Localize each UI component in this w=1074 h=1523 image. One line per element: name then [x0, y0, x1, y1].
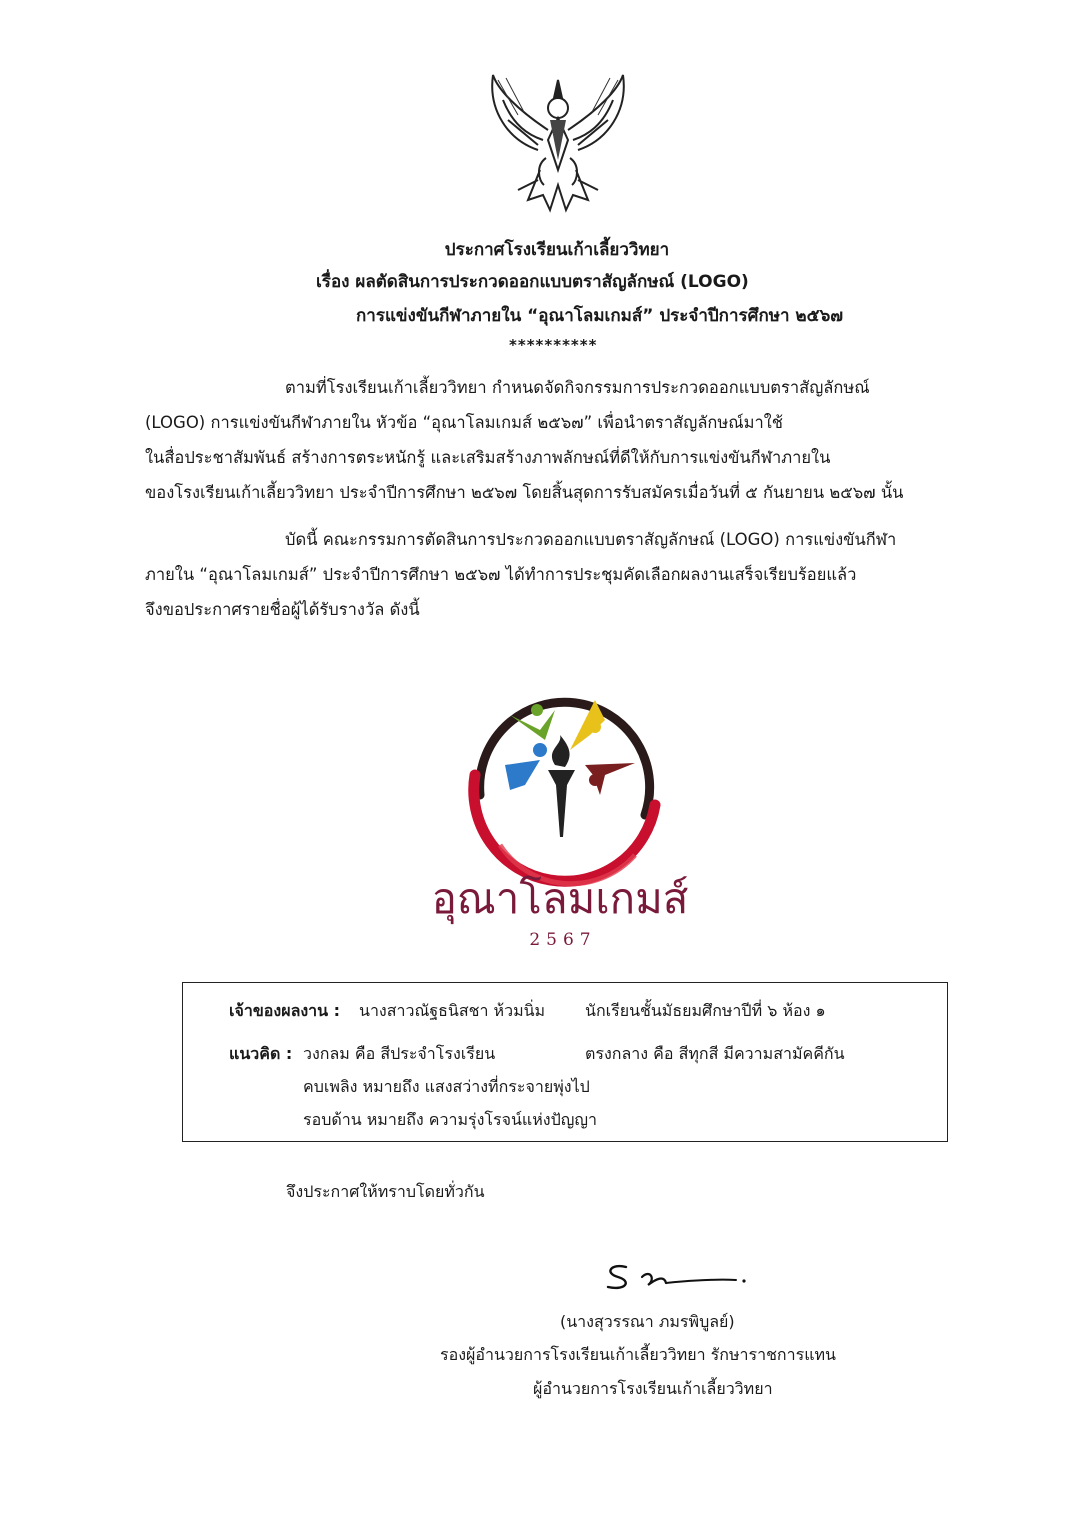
signer-position-director: ผู้อำนวยการโรงเรียนเก้าเลี้ยววิทยา	[533, 1379, 773, 1398]
handwritten-signature	[596, 1255, 761, 1297]
announcement-title: ประกาศโรงเรียนเก้าเลี้ยววิทยา	[444, 240, 670, 260]
closing-statement: จึงประกาศให้ทราบโดยทั่วกัน	[286, 1182, 485, 1201]
concept-torch: คบเพลิง หมายถึง แสงสว่างที่กระจายพุ่งไป	[303, 1077, 590, 1096]
signer-name: (นางสุวรรณา ภมรพิบูลย์)	[560, 1312, 735, 1331]
garuda-emblem	[478, 70, 638, 220]
paragraph-intro	[145, 370, 975, 510]
announcement-event: การแข่งขันกีฬาภายใน “อุณาโลมเกมส์” ประจำปีการศึกษา ๒๕๖๗	[356, 306, 844, 326]
paragraph-line: บัดนี้ คณะกรรมการตัดสินการประกวดออกแบบตราสัญลักษณ์ (LOGO) การแข่งขันกีฬา	[285, 530, 897, 549]
concept-center: ตรงกลาง คือ สีทุกสี มีความสามัคคีกัน	[585, 1044, 845, 1063]
separator-stars: **********	[509, 336, 598, 354]
signer-position-acting: รองผู้อำนวยการโรงเรียนเก้าเลี้ยววิทยา รักษาราชการแทน	[440, 1345, 836, 1364]
logo-year: 2567	[529, 930, 597, 950]
concept-circle: วงกลม คือ สีประจำโรงเรียน	[303, 1044, 496, 1063]
owner-class: นักเรียนชั้นมัธยมศึกษาปีที่ ๖ ห้อง ๑	[585, 1001, 826, 1020]
owner-name: นางสาวณัฐธนิสชา ห้วมนิ่ม	[359, 1001, 546, 1020]
award-details-box	[182, 982, 948, 1142]
winning-logo	[431, 655, 689, 955]
owner-label: เจ้าของผลงาน :	[229, 1001, 341, 1020]
announcement-subject: เรื่อง ผลตัดสินการประกวดออกแบบตราสัญลักษณ์ (LOGO)	[316, 272, 749, 292]
paragraph-line: ตามที่โรงเรียนเก้าเลี้ยววิทยา กำหนดจัดกิจกรรมการประกวดออกแบบตราสัญลักษณ์	[285, 378, 870, 397]
paragraph-result	[145, 522, 975, 627]
paragraph-line: ของโรงเรียนเก้าเลี้ยววิทยา ประจำปีการศึกษา ๒๕๖๗ โดยสิ้นสุดการรับสมัครเมื่อวันที่ ๕ กันยายน ๒๕๖๗ นั้น	[145, 483, 904, 502]
concept-around: รอบด้าน หมายถึง ความรุ่งโรจน์แห่งปัญญา	[303, 1110, 597, 1129]
paragraph-line: จึงขอประกาศรายชื่อผู้ได้รับรางวัล ดังนี้	[145, 600, 420, 619]
concept-label: แนวคิด :	[229, 1044, 293, 1063]
paragraph-line: ภายใน “อุณาโลมเกมส์” ประจำปีการศึกษา ๒๕๖๗ ได้ทำการประชุมคัดเลือกผลงานเสร็จเรียบร้อยแล้ว	[145, 565, 857, 584]
paragraph-line: (LOGO) การแข่งขันกีฬาภายใน หัวข้อ “อุณาโลมเกมส์ ๒๕๖๗” เพื่อนำตราสัญลักษณ์มาใช้	[145, 413, 783, 432]
paragraph-line: ในสื่อประชาสัมพันธ์ สร้างการตระหนักรู้ และเสริมสร้างภาพลักษณ์ที่ดีให้กับการแข่งขันกีฬาภายใน	[145, 448, 831, 467]
logo-wordmark: อุณาโลมเกมส์	[431, 874, 689, 923]
